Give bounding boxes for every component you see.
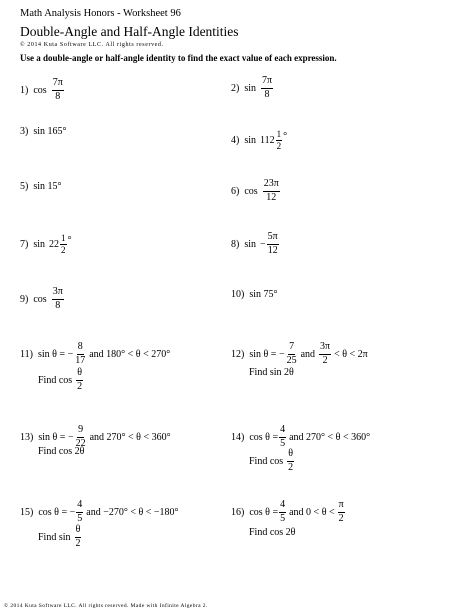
problem-5 [20,181,62,192]
find-13 [38,446,84,457]
trig-function: cos [33,84,47,96]
problem-number: 13) [20,431,34,443]
given-lhs: cos θ = [249,506,279,518]
given-lhs: cos θ = [249,431,279,443]
whole-part: 112 [260,135,275,147]
fraction: $\frac{7\pi}{8}$ [262,75,273,100]
problem-12 [231,342,368,366]
minus-sign: − [260,238,266,250]
problem-expression: sin 75° [249,289,278,300]
problem-number: 2) [231,82,240,94]
given-connector: and 0 < θ < [289,506,335,518]
find-16 [249,527,295,538]
fraction: $\frac{4}{5}$ [280,499,286,524]
trig-function: cos [244,185,258,197]
problem-number: 15) [20,506,34,518]
fraction: $\frac{3\pi}{8}$ [52,286,63,311]
find-label: Find cos 2θ [38,446,85,457]
problem-15 [20,500,179,524]
find-15 [38,525,83,549]
find-14 [249,449,295,473]
problem-number: 9) [20,293,29,305]
problem-number: 7) [20,239,29,251]
problem-number: 14) [231,431,245,443]
fraction: $\frac{3\pi}{2}$ [320,341,331,366]
worksheet-course: Math Analysis Honors - Worksheet 96 [20,8,181,19]
problem-4 [231,130,287,152]
problem-number: 1) [20,84,29,96]
given-condition: and 270° < θ < 360° [289,431,371,443]
fraction: $\frac{\theta}{2}$ [75,524,81,549]
problem-number: 11) [20,348,33,360]
problem-number: 10) [231,289,245,300]
problem-number: 8) [231,238,240,250]
problem-10 [231,289,278,300]
find-label: Find cos [249,455,284,467]
given-connector: and [300,348,316,360]
given-lhs: sin θ = − [38,431,74,443]
problem-number: 6) [231,185,240,197]
fraction: $\frac{8}{17}$ [75,341,86,366]
fraction: $\frac{7}{25}$ [286,341,297,366]
problem-14 [231,425,370,449]
find-11 [38,368,84,392]
problem-1 [20,78,65,102]
trig-function: cos [33,293,47,305]
fraction: $\frac{7\pi}{8}$ [52,77,63,102]
given-lhs: cos θ = − [38,506,76,518]
trig-function: sin [244,135,257,147]
trig-function: sin [244,238,257,250]
page-footer: © 2014 Kuta Software LLC. All rights reserved. Made with Infinite Algebra 2. [4,603,208,609]
degree-sign: ° [67,235,72,247]
trig-function: sin [244,82,257,94]
problem-8 [231,232,280,256]
problem-number: 3) [20,126,29,137]
find-12 [249,367,294,378]
trig-function: sin [33,239,46,251]
problem-16 [231,500,346,524]
find-label: Find sin [38,531,71,543]
worksheet-title: Double-Angle and Half-Angle Identities [20,24,239,39]
problem-3 [20,126,67,137]
problem-number: 16) [231,506,245,518]
fraction: $\frac{4}{5}$ [280,424,286,449]
problem-6 [231,179,281,203]
fraction: $\frac{5\pi}{12}$ [267,231,278,256]
given-lhs: sin θ = − [249,348,285,360]
find-label: Find sin 2θ [249,367,294,378]
fraction: $\frac{1}{2}$ [276,129,282,152]
fraction: $\frac{9}{22}$ [75,424,86,449]
fraction: $\frac{\theta}{2}$ [77,367,83,392]
fraction: $\frac{\pi}{2}$ [338,499,344,524]
problem-expression: sin 165° [33,126,67,137]
given-condition: and 180° < θ < 270° [89,348,171,360]
given-lhs: sin θ = − [37,348,74,360]
given-condition: and 270° < θ < 360° [89,431,171,443]
fraction: $\frac{1}{2}$ [61,233,66,256]
copyright-line: © 2014 Kuta Software LLC. All rights reserved. [20,42,164,48]
problem-7 [20,234,72,256]
problem-expression: sin 15° [33,181,62,192]
given-condition: and −270° < θ < −180° [86,506,179,518]
degree-sign: ° [283,131,288,143]
problem-number: 12) [231,348,245,360]
fraction: $\frac{\theta}{2}$ [288,448,294,473]
fraction: $\frac{23\pi}{12}$ [263,178,279,203]
fraction: $\frac{4}{5}$ [77,499,83,524]
problem-11 [20,342,170,366]
problem-number: 5) [20,181,29,192]
instructions: Use a double-angle or half-angle identity to find the exact value of each expression. [20,53,337,63]
problem-2 [231,76,274,100]
find-label: Find cos 2θ [249,527,296,538]
problem-number: 4) [231,135,240,147]
find-label: Find cos [38,374,73,386]
given-condition: < θ < 2π [334,348,368,360]
whole-part: 22 [49,239,60,251]
problem-9 [20,287,65,311]
